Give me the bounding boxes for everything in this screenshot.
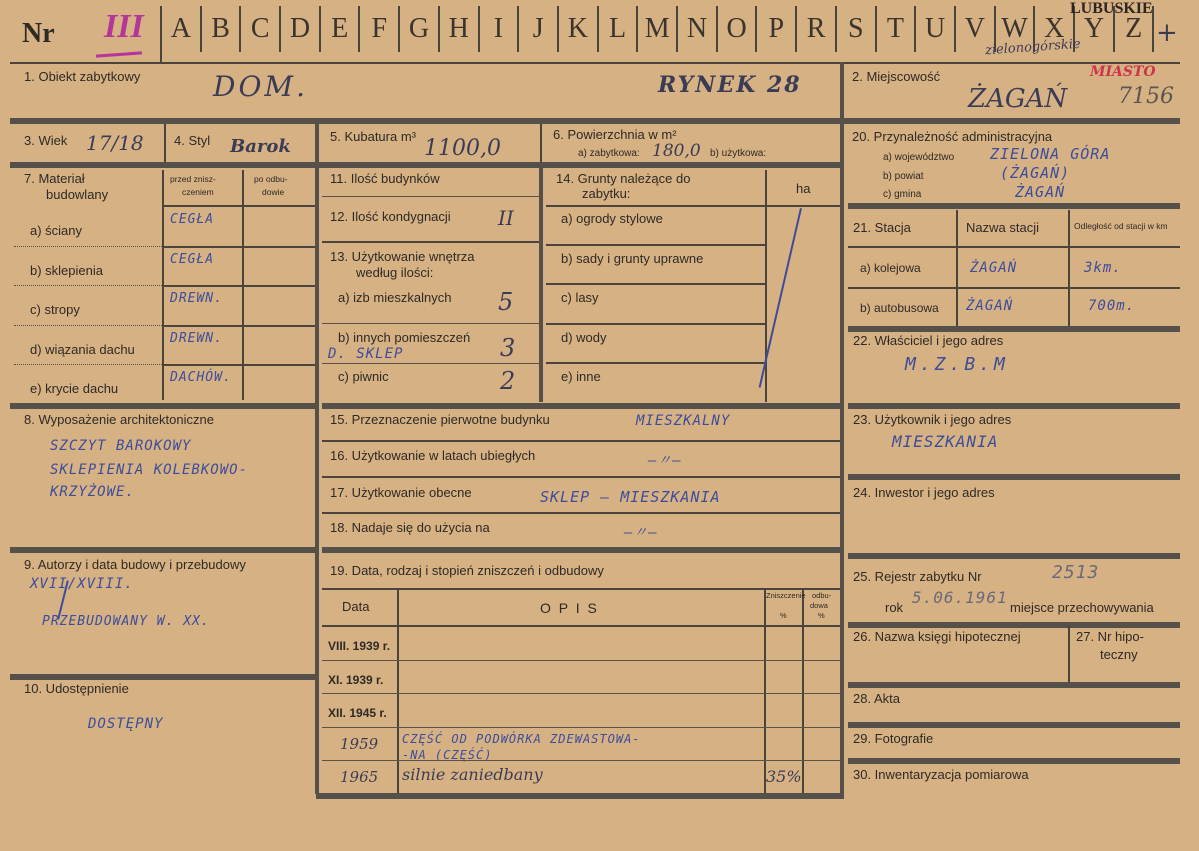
f13-label-1: 13. Użytkowanie wnętrza: [330, 249, 475, 264]
f19-col-zn: [802, 588, 804, 794]
index-letter-e: E: [321, 6, 361, 52]
f15-line: [322, 440, 840, 442]
card-number: 7156: [1118, 84, 1174, 109]
f10-label: 10. Udostępnienie: [24, 681, 129, 696]
f19-col-opis-label: O P I S: [540, 600, 599, 616]
f21-row-line: [848, 287, 1180, 289]
index-letter-r: R: [797, 6, 837, 52]
index-letter-k: K: [559, 6, 599, 52]
f11-label: 11. Ilość budynków: [330, 171, 440, 186]
f7-row-value: CEGŁA: [170, 212, 215, 227]
f13-a-label: a) izb mieszkalnych: [338, 290, 452, 305]
f7-row-line: [162, 364, 315, 366]
f13-c-value: 2: [500, 367, 516, 395]
index-letter-y: Y: [1075, 6, 1115, 52]
f21-a-name: ŻAGAŃ: [970, 260, 1018, 276]
index-letter-t: T: [877, 6, 917, 52]
f19-col-opis: [764, 588, 766, 794]
f19-row-date: 1965: [340, 768, 379, 786]
index-letter-n: N: [678, 6, 718, 52]
f28-label: 28. Akta: [853, 691, 900, 706]
f7-row-line: [162, 285, 315, 287]
f5-f6-divider: [540, 124, 542, 164]
f13-a-line: [322, 323, 540, 324]
cross-mark: +: [1156, 18, 1178, 48]
f10-value: DOSTĘPNY: [88, 716, 164, 732]
f20-label: 20. Przynależność administracyjna: [852, 129, 1053, 144]
f24-bottom: [848, 553, 1180, 559]
index-letter-o: O: [718, 6, 758, 52]
f19-row-line: [322, 660, 840, 661]
f7-row-value: DREWN.: [170, 291, 223, 306]
f7-row-line-left: [14, 285, 162, 286]
f19-label: 19. Data, rodzaj i stopień zniszczeń i odbudowy: [330, 563, 604, 578]
f3-f4-divider: [164, 124, 166, 162]
region-note: zielonogórskie: [984, 36, 1082, 59]
f7-label-1: 7. Materiał: [24, 171, 85, 186]
f21-col1: [956, 210, 958, 328]
f13-b-label: b) innych pomieszczeń: [338, 330, 471, 345]
f14-row-line: [546, 323, 765, 325]
index-letter-u: U: [916, 6, 956, 52]
index-letter-v: V: [956, 6, 996, 52]
f21-b-label: b) autobusowa: [860, 301, 939, 315]
f23-value: MIESZKANIA: [892, 432, 999, 451]
f21-a-dist: 3km.: [1084, 260, 1122, 276]
f7-bottom: [10, 403, 315, 409]
f7-col2-a: po odbu-: [254, 174, 288, 184]
f19-row-date: VIII. 1939 r.: [328, 639, 391, 653]
f21-b-name: ŻAGAŃ: [966, 298, 1014, 314]
f1-label: 1. Obiekt zabytkowy: [24, 69, 141, 84]
f24-label: 24. Inwestor i jego adres: [853, 485, 995, 500]
f15-label: 15. Przeznaczenie pierwotne budynku: [330, 412, 550, 427]
index-letter-c: C: [241, 6, 281, 52]
f12-line: [322, 241, 540, 243]
f13-b-note: D. SKLEP: [328, 346, 404, 362]
f25-bottom: [848, 622, 1180, 628]
f14-row-line: [546, 283, 765, 285]
f19-row-opis: silnie zaniedbany: [402, 765, 543, 784]
f14-ha-label: ha: [796, 181, 811, 196]
row1-bottom: [10, 118, 1180, 124]
f25-rok-label: rok: [885, 600, 904, 615]
index-letter-m: M: [638, 6, 678, 52]
f19-col-od-pct: %: [818, 611, 825, 620]
f19-col-zn-pct: %: [780, 611, 787, 620]
f29-bottom: [848, 758, 1180, 764]
f7-col2-b: dowie: [262, 187, 285, 197]
f27-label-1: 27. Nr hipo-: [1076, 629, 1144, 644]
f8-line-3: KRZYŻOWE.: [50, 484, 135, 500]
f7-row-line-left: [14, 325, 162, 326]
f21-label: 21. Stacja: [853, 220, 911, 235]
f19-col-od-label-2: dowa: [810, 601, 828, 610]
f29-label: 29. Fotografie: [853, 731, 934, 746]
f9-bottom: [10, 674, 315, 680]
f25-value: 2513: [1052, 562, 1100, 583]
f6-sub-b-label: b) użytkowa:: [710, 148, 767, 159]
f26-bottom: [848, 682, 1180, 688]
index-letter-p: P: [758, 6, 798, 52]
f7-row-value: DACHÓW.: [170, 370, 232, 385]
f26-f27-divider: [1068, 626, 1070, 684]
f16-label: 16. Użytkowanie w latach ubiegłych: [330, 448, 536, 463]
f4-label: 4. Styl: [174, 133, 211, 148]
f12-value: II: [498, 206, 514, 230]
f14-row-label: e) inne: [561, 369, 601, 384]
f18-label: 18. Nadaje się do użycia na: [330, 520, 490, 535]
f2-value: ŻAGAŃ: [968, 84, 1068, 114]
f13-b-line: [322, 363, 540, 364]
f27-label-2: teczny: [1100, 647, 1138, 662]
index-letter-w: W: [996, 6, 1036, 52]
f19-col-date: [397, 588, 399, 794]
f12-label: 12. Ilość kondygnacji: [330, 209, 451, 224]
header-bottom-line: [10, 62, 1180, 64]
f9-label: 9. Autorzy i data budowy i przebudowy: [24, 557, 246, 572]
f16-line: [322, 476, 840, 478]
f20-b-label: b) powiat: [883, 171, 924, 182]
f21-bottom: [848, 326, 1180, 332]
f20-a-value: ZIELONA GÓRA: [990, 145, 1111, 163]
f28-bottom: [848, 722, 1180, 728]
f7-header-line: [162, 205, 315, 207]
f19-row-zniszczenie: 35%: [766, 767, 802, 786]
f21-a-label: a) kolejowa: [860, 261, 921, 275]
index-letter-l: L: [599, 6, 639, 52]
f7-row-line: [162, 246, 315, 248]
f19-row-line: [322, 760, 840, 761]
f30-label: 30. Inwentaryzacja pomiarowa: [853, 767, 1029, 782]
f8-bottom: [10, 547, 315, 553]
f19-col-od-label-1: odbu-: [812, 591, 832, 600]
col-divider-right: [840, 62, 844, 794]
f19-header-bottom: [322, 625, 840, 627]
f13-label-2: według ilości:: [356, 265, 434, 280]
f14-row-label: d) wody: [561, 329, 607, 345]
index-letter-s: S: [837, 6, 877, 52]
index-letter-z: Z: [1115, 6, 1155, 52]
f1-value: DOM.: [213, 70, 308, 103]
f7-row-label: c) stropy: [30, 302, 80, 317]
f15-value: MIESZKALNY: [636, 413, 731, 429]
f7-row-label: b) sklepienia: [30, 262, 103, 278]
f22-value: M.Z.B.M: [905, 354, 1009, 375]
f8-line-2: SKLEPIENIA KOLEBKOWO-: [50, 462, 249, 478]
f19-col-zn-label: Zniszczenie: [766, 591, 806, 600]
f25-label: 25. Rejestr zabytku Nr: [853, 569, 982, 584]
f18-value: —〃—: [624, 525, 658, 541]
f11-line: [322, 196, 540, 197]
f7-row-line-left: [14, 246, 162, 247]
index-letter-x: X: [1035, 6, 1075, 52]
index-letter-j: J: [519, 6, 559, 52]
f14-row-line: [546, 362, 765, 364]
f6-label: 6. Powierzchnia w m²: [553, 127, 677, 142]
f4-value: Barok: [230, 136, 291, 157]
f19-header-top: [322, 588, 840, 590]
index-letter-f: F: [361, 6, 401, 52]
region-label: LUBUSKIE: [1070, 0, 1153, 17]
f7-row-label: e) krycie dachu: [30, 381, 119, 396]
f22-label: 22. Właściciel i jego adres: [853, 333, 1004, 348]
nr-label: Nr: [22, 18, 55, 49]
f20-a-label: a) województwo: [883, 152, 955, 163]
f19-row-date: XI. 1939 r.: [328, 672, 384, 687]
f21-col-name: Nazwa stacji: [966, 220, 1039, 235]
f7-row-value: DREWN.: [170, 330, 223, 346]
f13-a-value: 5: [498, 288, 514, 316]
f18-bottom: [322, 547, 840, 553]
f20-c-value: ŻAGAŃ: [1015, 183, 1066, 201]
card-bottom-line: [316, 793, 844, 799]
f20-b-value: (ŻAGAŃ): [1000, 164, 1071, 182]
f17-value: SKLEP – MIESZKANIA: [540, 488, 721, 506]
roman-numeral: III: [104, 8, 144, 45]
f7-row-value: CEGŁA: [170, 251, 215, 267]
f2-label: 2. Miejscowość: [852, 69, 941, 84]
f6-sub-a-label: a) zabytkowa:: [578, 148, 640, 159]
f19-row-opis: CZĘŚĆ OD PODWÓRKA ZDEWASTOWA-: [402, 731, 641, 746]
f7-row-label: d) wiązania dachu: [30, 341, 135, 357]
f21-header-line: [848, 246, 1180, 248]
index-letter-d: D: [281, 6, 321, 52]
f19-row-opis-2: -NA (CZĘŚĆ): [402, 747, 493, 762]
f19-row-line: [322, 727, 840, 728]
f19-row-date: XII. 1945 r.: [328, 706, 387, 720]
f25-place: miejsce przechowywania: [1010, 600, 1154, 615]
f3-value: 17/18: [86, 131, 144, 155]
f14-row-label: a) ogrody stylowe: [561, 211, 663, 226]
f7-row-label: a) ściany: [30, 223, 83, 238]
f7-col1-a: przed znisz-: [170, 174, 216, 184]
f23-bottom: [848, 474, 1180, 480]
f6-sub-a-value: 180,0: [652, 141, 701, 161]
f14-row-label: c) lasy: [561, 290, 599, 305]
f19-row-line: [322, 693, 840, 694]
f9-line-1: XVII/XVIII.: [30, 576, 134, 592]
f13-b-value: 3: [500, 334, 516, 362]
f8-label: 8. Wyposażenie architektoniczne: [24, 412, 214, 427]
f16-value: —〃—: [648, 453, 682, 469]
f22-bottom: [848, 403, 1180, 409]
f13-f14-divider: [539, 162, 543, 402]
f25-rok-value: 5.06.1961: [912, 588, 1008, 607]
row2-bottom: [10, 162, 840, 168]
f21-b-dist: 700m.: [1088, 298, 1136, 314]
f14-row-label: b) sady i grunty uprawne: [561, 250, 704, 266]
f17-label: 17. Użytkowanie obecne: [330, 485, 472, 500]
f19-row-date: 1959: [340, 734, 379, 753]
col-divider-left: [315, 124, 319, 794]
index-letter-i: I: [480, 6, 520, 52]
index-letter-b: B: [202, 6, 242, 52]
f8-line-1: SZCZYT BAROKOWY: [50, 438, 192, 454]
f17-line: [322, 512, 840, 514]
f13-c-label: c) piwnic: [338, 369, 389, 384]
f14-label-1: 14. Grunty należące do: [556, 171, 691, 186]
f20-c-label: c) gmina: [883, 189, 922, 200]
f7-row-line-left: [14, 364, 162, 365]
index-letter-a: A: [162, 6, 202, 52]
city-stamp: MIASTO: [1090, 64, 1156, 80]
f5-label: 5. Kubatura m³: [330, 129, 416, 144]
f7-label-2: budowlany: [46, 187, 109, 202]
f23-label: 23. Użytkownik i jego adres: [853, 412, 1012, 427]
f7-col1-b: czeniem: [182, 187, 214, 197]
index-letter-h: H: [440, 6, 480, 52]
roman-underline: [96, 51, 142, 57]
f7-row-line: [162, 325, 315, 327]
f26-label: 26. Nazwa księgi hipotecznej: [853, 629, 1021, 644]
f5-value: 1100,0: [424, 136, 501, 161]
f3-label: 3. Wiek: [24, 133, 68, 148]
f14-label-2: zabytku:: [582, 186, 631, 201]
f20-bottom: [848, 203, 1180, 209]
index-letter-g: G: [400, 6, 440, 52]
f9-line-2: PRZEBUDOWANY W. XX.: [42, 614, 210, 629]
f21-col-dist: Odległość od stacji w km: [1074, 221, 1168, 231]
f1-address: RYNEK 28: [658, 72, 802, 98]
f19-col-date-label: Data: [342, 599, 370, 614]
f14-header-line: [546, 205, 840, 207]
f21-col2: [1068, 210, 1070, 328]
mid-bottom-1: [322, 403, 840, 409]
f14-row-line: [546, 244, 765, 246]
